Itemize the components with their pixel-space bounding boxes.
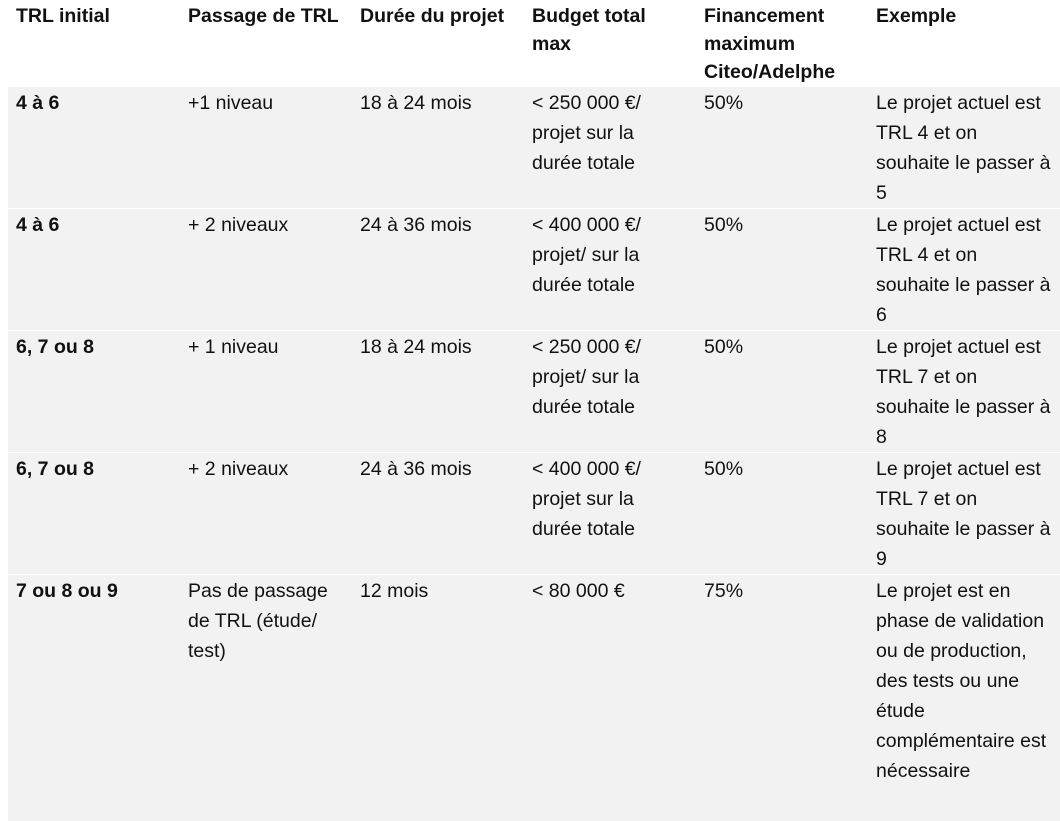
cell-budget: < 80 000 € xyxy=(524,575,696,821)
cell-exemple: Le projet est en phase de validation ou de production, des tests ou une étude complémentaire est nécessaire xyxy=(868,575,1060,821)
header-budget-total: Budget total max xyxy=(524,0,696,87)
trl-funding-table xyxy=(8,0,1060,821)
cell-trl-initial: 6, 7 ou 8 xyxy=(8,453,180,575)
cell-exemple: Le projet actuel est TRL 7 et on souhaite le passer à 8 xyxy=(868,331,1060,453)
cell-passage: +1 niveau xyxy=(188,92,274,114)
cell-financement: 50% xyxy=(704,92,744,114)
cell-trl-initial: 6, 7 ou 8 xyxy=(8,331,180,453)
header-duree-projet: Durée du projet xyxy=(352,0,524,87)
cell-passage: + 1 niveau xyxy=(180,331,352,453)
header-row xyxy=(8,0,1060,87)
cell-passage: + 2 niveaux xyxy=(180,209,352,331)
cell-duree: 18 à 24 mois xyxy=(360,92,472,114)
cell-exemple: Le projet actuel est TRL 4 et on souhaite le passer à 6 xyxy=(868,209,1060,331)
table-header xyxy=(8,0,1060,87)
cell-duree: 24 à 36 mois xyxy=(352,209,524,331)
cell-passage: Pas de passage de TRL (étude/ test) xyxy=(180,575,352,821)
cell-trl-initial: 4 à 6 xyxy=(16,92,60,114)
table-row xyxy=(8,209,1060,331)
header-financement-max: Financement maximum Citeo/Adelphe xyxy=(696,0,868,87)
cell-financement: 75% xyxy=(696,575,868,821)
table-row xyxy=(8,331,1060,453)
cell-financement: 50% xyxy=(696,453,868,575)
header-exemple: Exemple xyxy=(868,0,1060,87)
cell-trl-initial: 7 ou 8 ou 9 xyxy=(8,575,180,821)
header-trl-initial: TRL initial xyxy=(8,0,180,87)
cell-trl-initial: 4 à 6 xyxy=(8,209,180,331)
cell-budget: < 250 000 €/ projet/ sur la durée totale xyxy=(524,331,696,453)
cell-duree: 24 à 36 mois xyxy=(352,453,524,575)
cell-exemple: Le projet actuel est TRL 4 et on souhaite le passer à 5 xyxy=(876,92,1051,204)
cell-financement: 50% xyxy=(696,209,868,331)
cell-duree: 18 à 24 mois xyxy=(352,331,524,453)
table-row xyxy=(8,453,1060,575)
table-row xyxy=(8,87,1060,209)
cell-exemple: Le projet actuel est TRL 7 et on souhaite le passer à 9 xyxy=(868,453,1060,575)
cell-budget: < 400 000 €/ projet/ sur la durée totale xyxy=(524,209,696,331)
table-body xyxy=(8,87,1060,821)
cell-duree: 12 mois xyxy=(352,575,524,821)
cell-budget: < 250 000 €/ projet sur la durée totale xyxy=(532,92,641,174)
table-row xyxy=(8,575,1060,821)
cell-budget: < 400 000 €/ projet sur la durée totale xyxy=(524,453,696,575)
cell-passage: + 2 niveaux xyxy=(180,453,352,575)
header-passage-trl: Passage de TRL xyxy=(180,0,352,87)
cell-financement: 50% xyxy=(696,331,868,453)
